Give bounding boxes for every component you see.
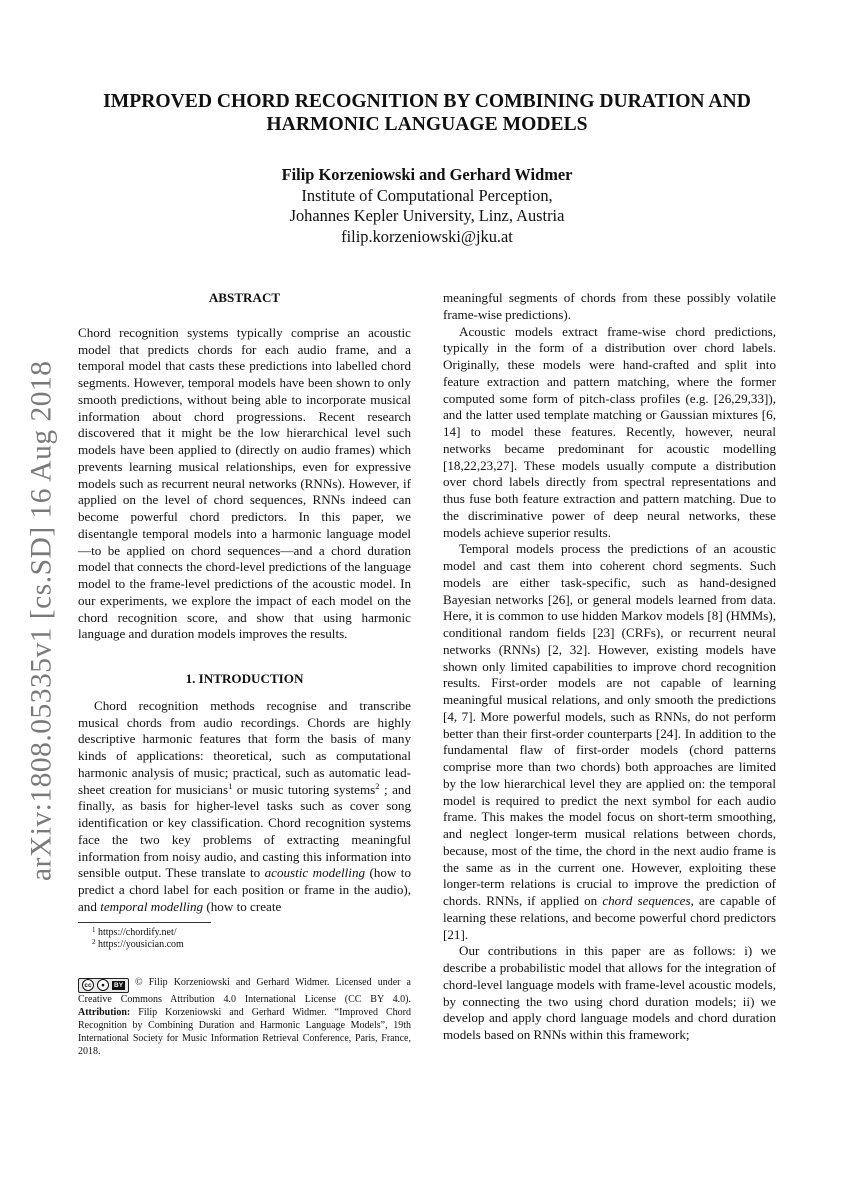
left-column bbox=[78, 290, 411, 1058]
intro-paragraph-3: Temporal models process the predictions of an acoustic model and cast them into coherent chord segments. Such models are either task-specific, such as hand-designed Bayesian networks [26], or general models learned from data. Here, it is common to use hidden Markov models [8] (HMMs), conditional random fields [23] (CRFs), or recurrent neural networks (RNNs) [2, 32]. However, existing models have shown only limited capabilities to improve chord recognition results. First-order models are not capable of learning meaningful musical relations, and only smooth the predictions [4, 7]. More powerful models, such as RNNs, do not perform better than their first-order counterparts [24]. In addition to the fundamental flaw of first-order models (chord patterns comprise more than two chords) both approaches are limited by the low hierarchical level they are applied on: the temporal model is required to predict the next symbol for each audio frame. This makes the model focus on short-term smoothing, and neglect longer-term musical relations between chords, because, most of the time, the chord in the next audio frame is the same as in the current one. However, exploiting these longer-term relations is crucial to improve the prediction of chords. RNNs, if applied on chord sequences, are capable of learning these relations, and become powerful chord predictors [21]. bbox=[443, 541, 776, 942]
footnote-mark-1: 1 bbox=[228, 780, 233, 791]
cc-license-badge bbox=[78, 978, 129, 993]
author-names: Filip Korzeniowski and Gerhard Widmer bbox=[281, 165, 573, 184]
affiliation-institute: Institute of Computational Perception, bbox=[301, 185, 553, 205]
abstract-heading: ABSTRACT bbox=[208, 290, 281, 305]
attribution-label: Attribution: bbox=[78, 1006, 131, 1018]
cc-icon: cc bbox=[82, 979, 94, 991]
intro-paragraph-2: Acoustic models extract frame-wise chord predictions, typically in the form of a distribution over chord labels. Originally, these models were hand-crafted and split into feature extraction and pattern matching, where the former computed some form of pitch-class profiles (e.g. [26,29,33]), and the latter used template matching or Gaussian mixtures [6, 14] to model these features. Recently, however, neural networks became predominant for acoustic modelling [18,22,23,27]. These models usually compute a distribution over chord labels directly from spectral representations and thus fuse both feature extraction and pattern matching. Due to the discriminative power of deep neural networks, these models achieve superior results. bbox=[443, 323, 776, 540]
author-email: filip.korzeniowski@jku.at bbox=[341, 226, 513, 246]
attribution-person-icon: ● bbox=[97, 979, 109, 991]
footnote-2: $^2$ https://yousician.com bbox=[92, 938, 184, 950]
introduction-heading: 1. INTRODUCTION bbox=[185, 671, 304, 686]
right-column bbox=[443, 290, 776, 1044]
paper-title: IMPROVED CHORD RECOGNITION BY COMBINING DURATION AND HARMONIC LANGUAGE MODELS bbox=[103, 91, 751, 135]
footnote-1: $^1$ https://chordify.net/ bbox=[92, 925, 177, 938]
affiliation-university: Johannes Kepler University, Linz, Austria bbox=[289, 206, 565, 225]
footnote-mark-2: 2 bbox=[375, 780, 380, 791]
intro-paragraph-1: Chord recognition methods recognise and transcribe musical chords from audio recordings. Chords are highly descriptive harmonic features that form the basis of many kinds of applications: theoretical, such as computational harmonic analysis of music; practical, such as automatic lead-sheet creation for musicians$^1$ or music tutoring systems$^2$ ; and finally, as basis for higher-level tasks such as cover song identification or key classification. Chord recognition systems face the two key problems of extracting meaningful information from noisy audio, and casting this information into sensible output. These translate to acoustic modelling (how to predict a chord label for each position or frame in the audio), and temporal modelling (how to create bbox=[78, 697, 411, 914]
license-notice: cc ● BY © Filip Korzeniowski and Gerhard Widmer. Licensed under a Creative Commons Attribution 4.0 International License (CC BY 4.0). Attribution: Filip Korzeniowski and Gerhard Widmer. “Improved Chord Recognition by Combining Duration and Harmonic Language Models”, 19th International Society for Music Information Retrieval Conference, Paris, France, 2018. bbox=[78, 976, 411, 1057]
by-label: BY bbox=[114, 981, 124, 989]
footnote-rule bbox=[78, 922, 211, 923]
author-block bbox=[80, 165, 774, 247]
arxiv-identifier: arXiv:1808.05335v1 [cs.SD] 16 Aug 2018 bbox=[25, 360, 58, 881]
abstract-text: Chord recognition systems typically comprise an acoustic model that predicts chords for each audio frame, and a temporal model that casts these predictions into labelled chord segments. However, temporal models have been shown to only smooth predictions, without being able to incorporate musical information about chord progressions. Recent research discovered that it might be the low hierarchical level such models have been applied to (directly on audio frames) which prevents learning musical relationships, even for expressive models such as recurrent neural networks (RNNs). However, if applied on the level of chord sequences, RNNs indeed can become powerful chord predictors. In this paper, we disentangle temporal models into a harmonic language model—to be applied on chord sequences—and a chord duration model that connects the chord-level predictions of the language model to the frame-level predictions of the acoustic model. In our experiments, we explore the impact of each model on the chord recognition score, and show that using harmonic language and duration models improves the results. bbox=[78, 324, 411, 642]
intro-paragraph-1-continued: meaningful segments of chords from these possibly volatile frame-wise predictions). bbox=[443, 290, 776, 322]
intro-paragraph-4: Our contributions in this paper are as follows: i) we describe a probabilistic model that allows for the integration of chord-level language models with frame-level acoustic models, by connecting the two using chord duration models; ii) we develop and apply chord language models and chord duration models based on RNNs within this framework; bbox=[443, 943, 776, 1042]
